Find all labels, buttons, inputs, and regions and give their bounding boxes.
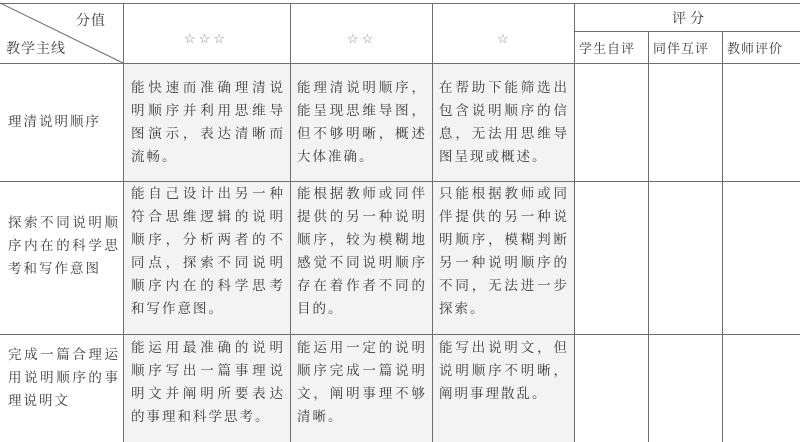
col-rule	[722, 31, 723, 442]
col-rule	[123, 3, 124, 442]
col-rule	[648, 31, 649, 442]
row1-level3: 在帮助下能筛选出包含说明顺序的信息，无法用思维导图呈现或概述。	[439, 80, 569, 165]
row-rule	[0, 181, 800, 182]
row1-level2: 能理清说明顺序，能呈现思维导图，但不够明晰，概述大体准确。	[297, 80, 427, 165]
level1-stars: ☆☆☆	[184, 32, 228, 47]
corner-top-label: 分值	[76, 13, 106, 29]
row-rule	[0, 334, 800, 335]
row1-topic: 理清说明顺序	[8, 114, 101, 130]
eval-group-label: 评分	[672, 11, 708, 27]
col-rule	[432, 3, 433, 442]
row1-level1: 能快速而准确理清说明顺序并利用思维导图演示，表达清晰而流畅。	[131, 80, 285, 165]
row3-level2: 能运用一定的说明顺序完成一篇说明文，阐明事理不够清晰。	[297, 340, 427, 425]
eval-group-rule	[575, 31, 800, 32]
row2-level1: 能自己设计出另一种符合思维逻辑的说明顺序，分析两者的不同点，探索不同说明顺序内在的科学思考和写作意图。	[131, 186, 285, 317]
level3-stars: ☆	[497, 32, 512, 47]
row3-level3: 能写出说明文，但说明顺序不明晰，阐明事理散乱。	[439, 340, 569, 402]
eval-peer-label: 同伴互评	[653, 42, 710, 57]
col-rule	[574, 3, 575, 442]
level2-stars: ☆☆	[347, 32, 377, 47]
row2-level3: 只能根据教师或同伴提供的另一种说明顺序，模糊判断另一种说明顺序的不同，无法进一步探索。	[439, 186, 569, 317]
corner-bottom-label: 教学主线	[6, 41, 66, 57]
col-rule	[290, 3, 291, 442]
row2-level2: 能根据教师或同伴提供的另一种说明顺序，较为模糊地感觉不同说明顺序存在着作者不同的目的。	[297, 186, 427, 317]
row3-topic: 完成一篇合理运用说明顺序的事理说明文	[8, 347, 120, 409]
row2-topic: 探索不同说明顺序内在的科学思考和写作意图	[8, 215, 120, 277]
eval-self-label: 学生自评	[579, 42, 636, 57]
row3-level1: 能运用最准确的说明顺序写出一篇事理说明文并阐明所要表达的事理和科学思考。	[131, 340, 285, 425]
eval-teacher-label: 教师评价	[727, 42, 784, 57]
